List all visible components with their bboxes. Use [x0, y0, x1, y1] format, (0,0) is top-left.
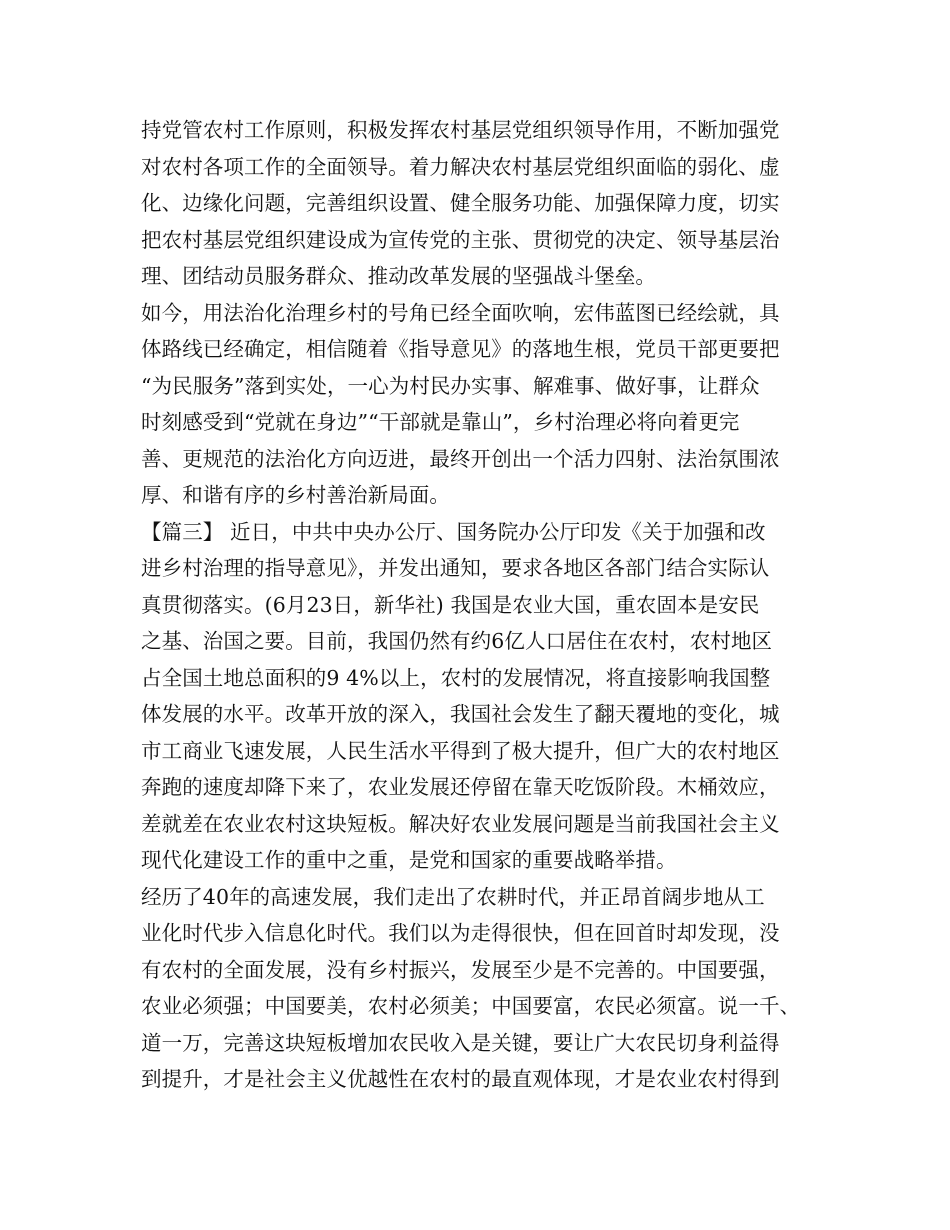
text-line: 善、更规范的法治化方向迈进，最终开创出一个活力四射、法治氛围浓 — [141, 446, 780, 471]
text-line: 理、团结动员服务群众、推动改革发展的坚强战斗堡垒。 — [141, 264, 656, 288]
text-line: “为民服务”落到实处，一心为村民办实事、解难事、做好事，让群众 — [141, 373, 760, 398]
text-line: 化、边缘化问题，完善组织设置、健全服务功能、加强保障力度，切实 — [141, 191, 780, 215]
text-line: 农业必须强；中国要美，农村必须美；中国要富，农民必须富。说一千、 — [141, 994, 801, 1018]
text-line: 业化时代步入信息化时代。我们以为走得很快，但在回首时却发现，没 — [141, 921, 780, 945]
text-line: 厚、和谐有序的乡村善治新局面。 — [141, 483, 450, 507]
text-line: 差就差在农业农村这块短板。解决好农业发展问题是当前我国社会主义 — [141, 811, 780, 836]
text-line: 把农村基层党组织建设成为宣传党的主张、贯彻党的决定、领导基层治 — [141, 227, 780, 252]
text-line: 到提升，才是社会主义优越性在农村的最直观体现，才是农业农村得到 — [141, 1067, 780, 1091]
text-line: 占全国土地总面积的9 4%以上，农村的发展情况，将直接影响我国整 — [141, 665, 771, 690]
text-line: 体路线已经确定，相信随着《指导意见》的落地生根，党员干部更要把 — [141, 337, 780, 361]
text-line: 对农村各项工作的全面领导。着力解决农村基层党组织面临的弱化、虚 — [141, 154, 780, 179]
section-heading-line: 【篇三】 近日，中共中央办公厅、国务院办公厅印发《关于加强和改 — [141, 519, 766, 544]
text-line: 时刻感受到“党就在身边”“干部就是靠山”，乡村治理必将向着更完 — [141, 410, 740, 434]
text-line: 市工商业飞速发展，人民生活水平得到了极大提升，但广大的农村地区 — [141, 738, 780, 763]
document-body — [141, 112, 831, 1098]
text-line: 有农村的全面发展，没有乡村振兴，发展至少是不完善的。中国要强， — [141, 957, 780, 982]
text-line: 奔跑的速度却降下来了，农业发展还停留在靠天吃饭阶段。木桶效应， — [141, 775, 780, 799]
text-line: 经历了40年的高速发展，我们走出了农耕时代，并正昂首阔步地从工 — [141, 884, 765, 909]
text-line: 进乡村治理的指导意见》，并发出通知，要求各地区各部门结合实际认 — [141, 556, 770, 580]
text-line: 体发展的水平。改革开放的深入，我国社会发生了翻天覆地的变化，城 — [141, 702, 780, 726]
text-line: 道一万，完善这块短板增加农民收入是关键，要让广大农民切身利益得 — [141, 1030, 780, 1055]
text-line: 现代化建设工作的重中之重，是党和国家的重要战略举措。 — [141, 848, 677, 872]
text-line: 持党管农村工作原则，积极发挥农村基层党组织领导作用，不断加强党 — [141, 118, 780, 142]
text-line: 真贯彻落实。(6月23日，新华社) 我国是农业大国，重农固本是安民 — [141, 592, 760, 617]
text-line: 之基、治国之要。目前，我国仍然有约6亿人口居住在农村，农村地区 — [141, 629, 773, 653]
text-line: 如今，用法治化治理乡村的号角已经全面吹响，宏伟蓝图已经绘就，具 — [141, 300, 780, 325]
